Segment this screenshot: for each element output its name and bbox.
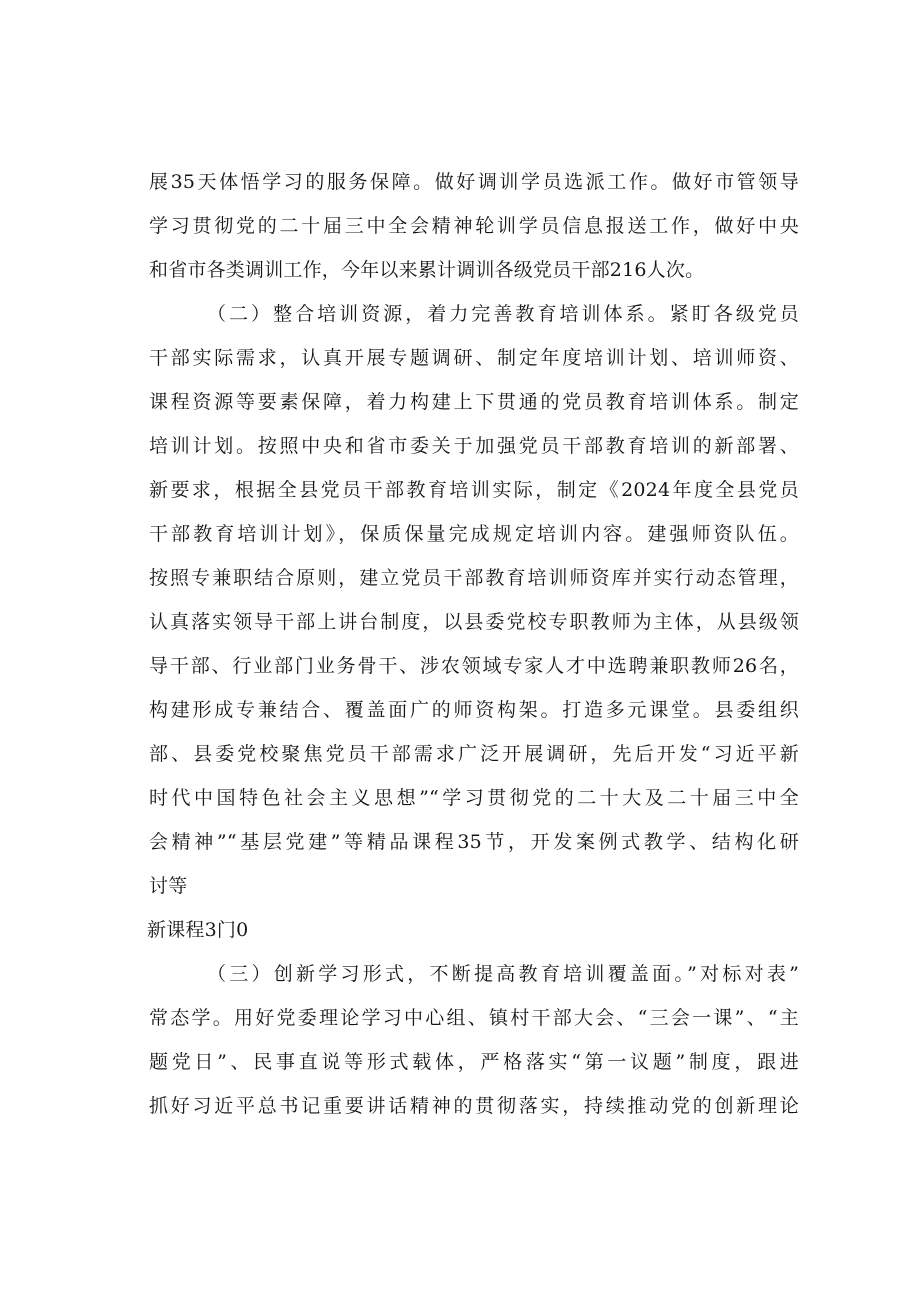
paragraph-2-line-5: 新要求，根据全县党员干部教育培训实际，制定《2024年度全县党员 <box>149 479 799 501</box>
paragraph-1-line-3: 和省市各类调训工作，今年以来累计调训各级党员干部216人次。 <box>149 259 705 281</box>
paragraph-2-line-8: 认真落实领导干部上讲台制度，以县委党校专职教师为主体，从县级领 <box>149 611 799 633</box>
fragment-line: 新课程3门0 <box>147 919 249 941</box>
paragraph-2-line-1: （二）整合培训资源，着力完善教育培训体系。紧盯各级党员 <box>207 303 799 325</box>
paragraph-2-line-4: 培训计划。按照中央和省市委关于加强党员干部教育培训的新部署、 <box>149 435 799 457</box>
paragraph-2-line-3: 课程资源等要素保障，着力构建上下贯通的党员教育培训体系。制定 <box>149 391 799 413</box>
paragraph-3-line-2: 常态学。用好党委理论学习中心组、镇村干部大会、“三会一课”、“主 <box>149 1007 799 1029</box>
paragraph-1-line-2: 学习贯彻党的二十届三中全会精神轮训学员信息报送工作，做好中央 <box>149 215 799 237</box>
paragraph-3-line-1: （三）创新学习形式，不断提高教育培训覆盖面。”对标对表” <box>207 963 799 985</box>
paragraph-2-line-9: 导干部、行业部门业务骨干、涉农领域专家人才中选聘兼职教师26名， <box>149 655 799 677</box>
paragraph-2-line-11: 部、县委党校聚焦党员干部需求广泛开展调研，先后开发“习近平新 <box>149 743 799 765</box>
paragraph-3-line-4: 抓好习近平总书记重要讲话精神的贯彻落实，持续推动党的创新理论 <box>149 1095 799 1117</box>
document-body <box>149 160 799 1128</box>
paragraph-2-line-2: 干部实际需求，认真开展专题调研、制定年度培训计划、培训师资、 <box>149 347 799 369</box>
paragraph-2-line-6: 干部教育培训计划》，保质保量完成规定培训内容。建强师资队伍。 <box>149 523 799 545</box>
paragraph-2-line-14: 讨等 <box>149 875 188 897</box>
paragraph-3-line-3: 题党日”、民事直说等形式载体，严格落实“第一议题”制度，跟进 <box>149 1051 799 1073</box>
paragraph-2-line-12: 时代中国特色社会主义思想”“学习贯彻党的二十大及二十届三中全 <box>149 787 799 809</box>
paragraph-2-line-13: 会精神”“基层党建”等精品课程35节，开发案例式教学、结构化研 <box>149 831 799 853</box>
paragraph-2-line-10: 构建形成专兼结合、覆盖面广的师资构架。打造多元课堂。县委组织 <box>149 699 799 721</box>
paragraph-1-line-1: 展35天体悟学习的服务保障。做好调训学员选派工作。做好市管领导 <box>149 171 799 193</box>
paragraph-2-line-7: 按照专兼职结合原则，建立党员干部教育培训师资库并实行动态管理， <box>149 567 799 589</box>
